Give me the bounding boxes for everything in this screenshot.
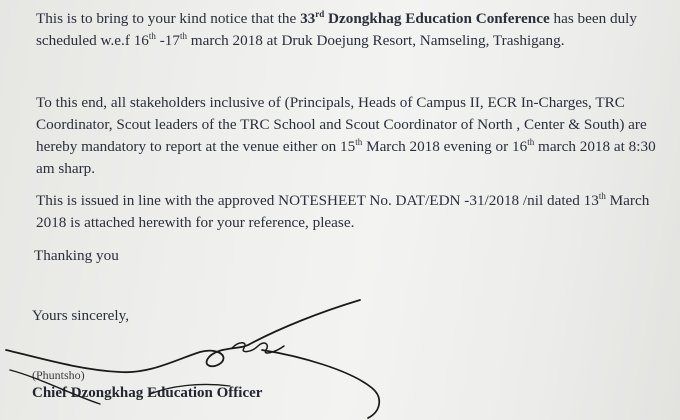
conference-name: Dzongkhag Education Conference xyxy=(328,10,550,27)
text-run: This is to bring to your kind notice that the xyxy=(36,10,301,27)
signoff-text: Yours sincerely, xyxy=(32,307,130,324)
conference-number: 33rd xyxy=(300,8,325,27)
signatory-name: (Phuntsho) xyxy=(32,368,85,382)
closing-text: Thanking you xyxy=(34,247,119,264)
venue-text: march 2018 at Druk Doejung Resort, Namseling, Trashigang. xyxy=(186,32,565,49)
notice-paragraph: This is to bring to your kind notice that the 33rd Dzongkhag Education Conference has been duly scheduled w.e.f 16th -17th march 2018 at Druk Doejung Resort, Namseling, Trashigang. xyxy=(36,8,637,49)
attendance-paragraph: To this end, all stakeholders inclusive of (Principals, Heads of Campus II, ECR In-Charges, TRC Coordinator, Scout leaders of the TRC School and Scout Coordinator of North , Center & South) are hereby mandatory to report at the venue either on 15th March 2018 evening or 16th march 2018 at 8:30 am sharp. xyxy=(36,94,656,177)
text-run: has been duly scheduled w.e.f xyxy=(36,10,637,49)
signatory-title: Chief Dzongkhag Education Officer xyxy=(32,385,263,401)
reference-paragraph: This is issued in line with the approved NOTESHEET No. DAT/EDN -31/2018 /nil dated 13th March 2018 is attached herewith for your reference, please. xyxy=(36,190,650,231)
